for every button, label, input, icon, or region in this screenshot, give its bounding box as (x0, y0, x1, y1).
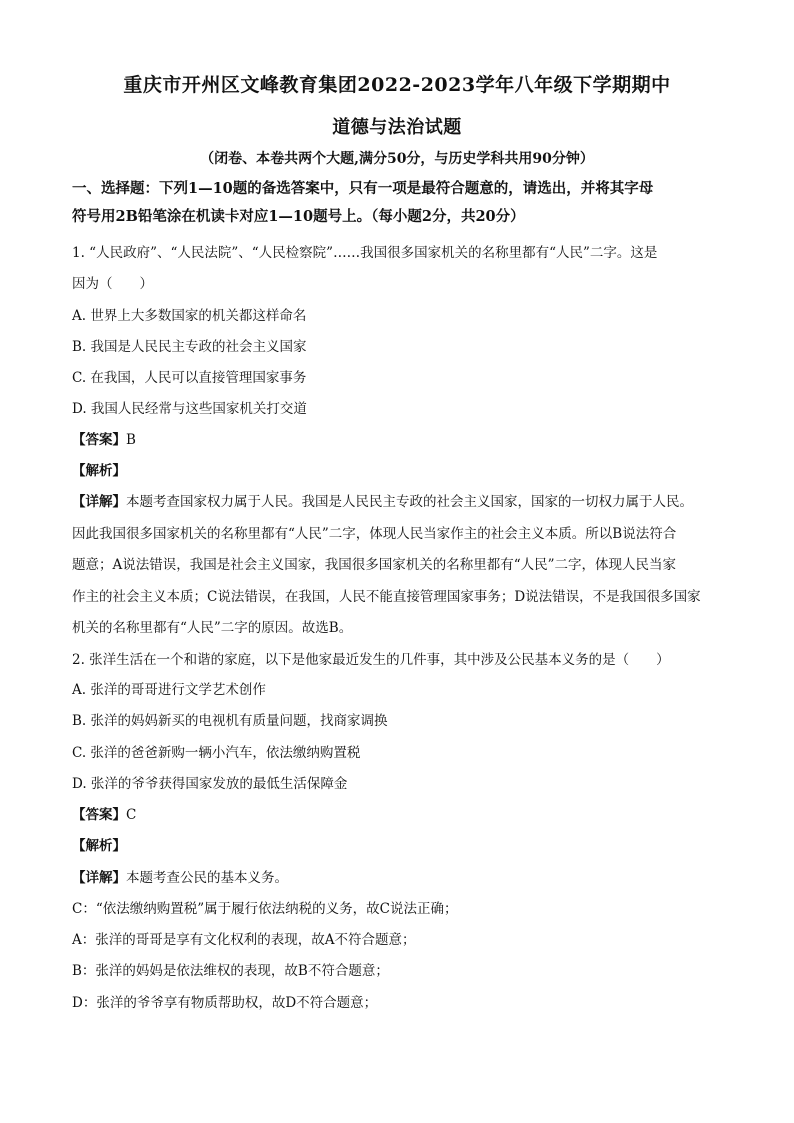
q2-detail-line: A：张洋的哥哥是享有文化权利的表现，故A不符合题意； (72, 932, 416, 948)
q2-answer (72, 805, 732, 825)
q1-stem: 因为（ ） (72, 276, 153, 292)
q1-detail-text: 本题考查国家权力属于人民。我国是人民民主专政的社会主义国家，国家的一切权力属于人民。 (126, 494, 693, 510)
detail-label: 【 详解 】 (72, 494, 126, 510)
q1-detail-line (72, 492, 732, 512)
section-heading-line: 符号用2B铅笔涂在机读卡对应1—10题号上。（每小题2分，共20分） (72, 208, 525, 225)
q1-detail-line: 机关的名称里都有“人民”二字的原因。故选B。 (72, 620, 353, 636)
q2-option-a: A. 张洋的哥哥进行文学艺术创作 (72, 682, 266, 698)
q1-option-a: A. 世界上大多数国家的机关都这样命名 (72, 308, 307, 324)
q1-option-c: C. 在我国，人民可以直接管理国家事务 (72, 370, 307, 386)
q2-detail-text: 本题考查公民的基本义务。 (126, 870, 288, 886)
q1-answer (72, 430, 732, 450)
q1-option-d: D. 我国人民经常与这些国家机关打交道 (72, 401, 307, 417)
q1-detail-line: 题意；A说法错误，我国是社会主义国家，我国很多国家机关的名称里都有“人民”二字，体现人民当家 (72, 557, 677, 573)
answer-label: 【 答案 】 (72, 432, 126, 448)
q2-detail-line (72, 868, 732, 888)
q2-option-c: C. 张洋的爸爸新购一辆小汽车，依法缴纳购置税 (72, 745, 361, 761)
q1-answer-value: B (126, 432, 136, 448)
section-heading-line: 一、选择题：下列1—10题的备选答案中，只有一项是最符合题意的，请选出，并将其字母 (72, 180, 654, 197)
q2-analysis (72, 836, 732, 856)
exam-note: （闭卷、本卷共两个大题,满分50分，与历史学科共用90分钟） (200, 151, 594, 167)
q2-answer-value: C (126, 807, 137, 823)
q2-detail-line: B：张洋的妈妈是依法维权的表现，故B不符合题意； (72, 963, 389, 979)
q1-detail-line: 因此我国很多国家机关的名称里都有“人民”二字，体现人民当家作主的社会主义本质。所以B说法符合 (72, 526, 677, 542)
q1-stem: 1. “人民政府”、“人民法院”、“人民检察院”……我国很多国家机关的名称里都有“人民”二字。这是 (72, 245, 658, 261)
exam-subject-title: 道德与法治试题 (332, 117, 462, 138)
analysis-label: 【 解析 】 (72, 463, 126, 479)
q2-option-b: B. 张洋的妈妈新买的电视机有质量问题，找商家调换 (72, 713, 388, 729)
q1-analysis (72, 461, 732, 481)
analysis-label: 【 解析 】 (72, 838, 126, 854)
q2-detail-line: C：“依法缴纳购置税”属于履行依法纳税的义务，故C说法正确； (72, 901, 458, 917)
exam-title: 重庆市开州区文峰教育集团2022-2023学年八年级下学期期中 (123, 74, 671, 96)
detail-label: 【 详解 】 (72, 870, 126, 886)
q1-detail-line: 作主的社会主义本质；C说法错误，在我国，人民不能直接管理国家事务；D说法错误，不是我国很多国家 (72, 589, 701, 605)
q2-stem: 2. 张洋生活在一个和谐的家庭，以下是他家最近发生的几件事，其中涉及公民基本义务的是（ ） (72, 652, 670, 668)
section-heading (72, 175, 732, 231)
q1-option-b: B. 我国是人民民主专政的社会主义国家 (72, 339, 307, 355)
q2-detail-line: D：张洋的爷爷享有物质帮助权，故D不符合题意； (72, 995, 378, 1011)
answer-label: 【 答案 】 (72, 807, 126, 823)
q2-option-d: D. 张洋的爷爷获得国家发放的最低生活保障金 (72, 776, 348, 792)
